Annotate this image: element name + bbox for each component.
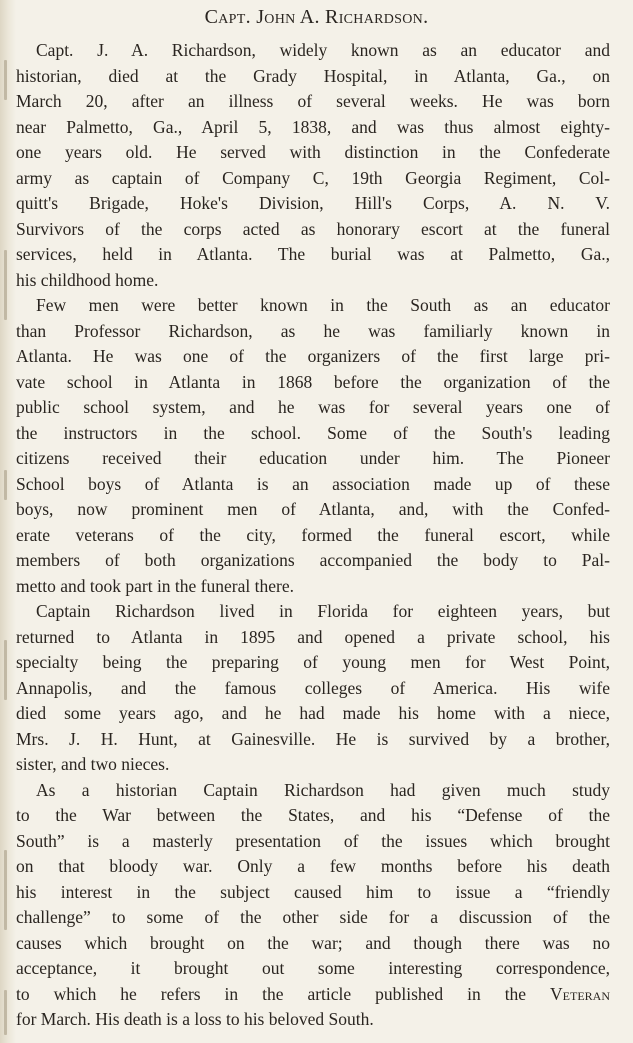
text-line: near Palmetto, Ga., April 5, 1838, and was thus almost eighty- — [16, 116, 610, 137]
binding-shadow — [0, 0, 16, 1043]
binding-mark — [4, 60, 7, 100]
text-line: School boys of Atlanta is an association made up of these — [16, 473, 610, 494]
paragraph — [16, 293, 610, 599]
text-line: quitt's Brigade, Hoke's Division, Hill's Corps, A. N. V. — [16, 193, 610, 213]
text-line: causes which brought on the war; and though there was no — [16, 932, 610, 953]
text-line: challenge” to some of the other side for a discussion of the — [16, 907, 610, 927]
binding-mark — [4, 250, 7, 320]
text-line: for March. His death is a loss to his beloved South. — [16, 1009, 374, 1029]
text-line: returned to Atlanta in 1895 and opened a private school, his — [16, 626, 610, 647]
text-line: specialty being the preparing of young men for West Point, — [16, 652, 610, 672]
binding-mark — [4, 640, 7, 700]
text-line: his interest in the subject caused him to issue a “friendly — [16, 881, 610, 902]
text-line: vate school in Atlanta in 1868 before the organization of the — [16, 371, 610, 392]
text-line: army as captain of Company C, 19th Georgia Regiment, Col- — [16, 167, 610, 188]
article-body — [16, 38, 610, 1033]
text-line: metto and took part in the funeral there. — [16, 575, 294, 596]
text-line: South” is a masterly presentation of the issues which brought — [16, 830, 610, 851]
binding-mark — [4, 990, 7, 1035]
text-line: March 20, after an illness of several weeks. He was born — [16, 91, 610, 111]
text-line: members of both organizations accompanied the body to Pal- — [16, 550, 610, 570]
text-line: Capt. J. A. Richardson, widely known as an educator and — [36, 40, 610, 60]
binding-mark — [4, 470, 7, 500]
paragraph — [16, 38, 610, 293]
text-line: acceptance, it brought out some interesting correspondence, — [16, 958, 610, 978]
binding-mark — [4, 850, 7, 930]
text-line: public school system, and he was for several years one of — [16, 397, 610, 417]
text-line: than Professor Richardson, as he was familiarly known in — [16, 320, 610, 341]
paragraph — [16, 778, 610, 1033]
text-line: one years old. He served with distinction in the Confederate — [16, 142, 610, 162]
text-line: his childhood home. — [16, 269, 159, 290]
text-line: historian, died at the Grady Hospital, in Atlanta, Ga., on — [16, 65, 610, 86]
text-line: the instructors in the school. Some of the South's leading — [16, 422, 610, 443]
article-title: Capt. John A. Richardson. — [204, 6, 429, 28]
text-line: died some years ago, and he had made his home with a niece, — [16, 703, 610, 723]
text-line: Captain Richardson lived in Florida for eighteen years, but — [36, 601, 610, 621]
text-line: Mrs. J. H. Hunt, at Gainesville. He is survived by a brother, — [16, 728, 610, 749]
text-line: sister, and two nieces. — [16, 754, 170, 774]
text-line: Few men were better known in the South as an educator — [36, 295, 610, 315]
text-line: on that bloody war. Only a few months before his death — [16, 856, 610, 876]
text-line: citizens received their education under him. The Pioneer — [16, 448, 610, 468]
text-line: Annapolis, and the famous colleges of America. His wife — [16, 677, 610, 698]
text-line: As a historian Captain Richardson had given much study — [36, 779, 610, 800]
text-line: to which he refers in the article published in the Veteran — [16, 983, 610, 1004]
text-line: erate veterans of the city, formed the funeral escort, while — [16, 524, 610, 545]
text-line: to the War between the States, and his “Defense of the — [16, 805, 610, 825]
text-line: services, held in Atlanta. The burial was at Palmetto, Ga., — [16, 244, 610, 264]
paragraph — [16, 599, 610, 778]
text-line: boys, now prominent men of Atlanta, and, with the Confed- — [16, 499, 610, 519]
text-line: Survivors of the corps acted as honorary escort at the funeral — [16, 218, 610, 239]
text-line: Atlanta. He was one of the organizers of the first large pri- — [16, 346, 610, 366]
